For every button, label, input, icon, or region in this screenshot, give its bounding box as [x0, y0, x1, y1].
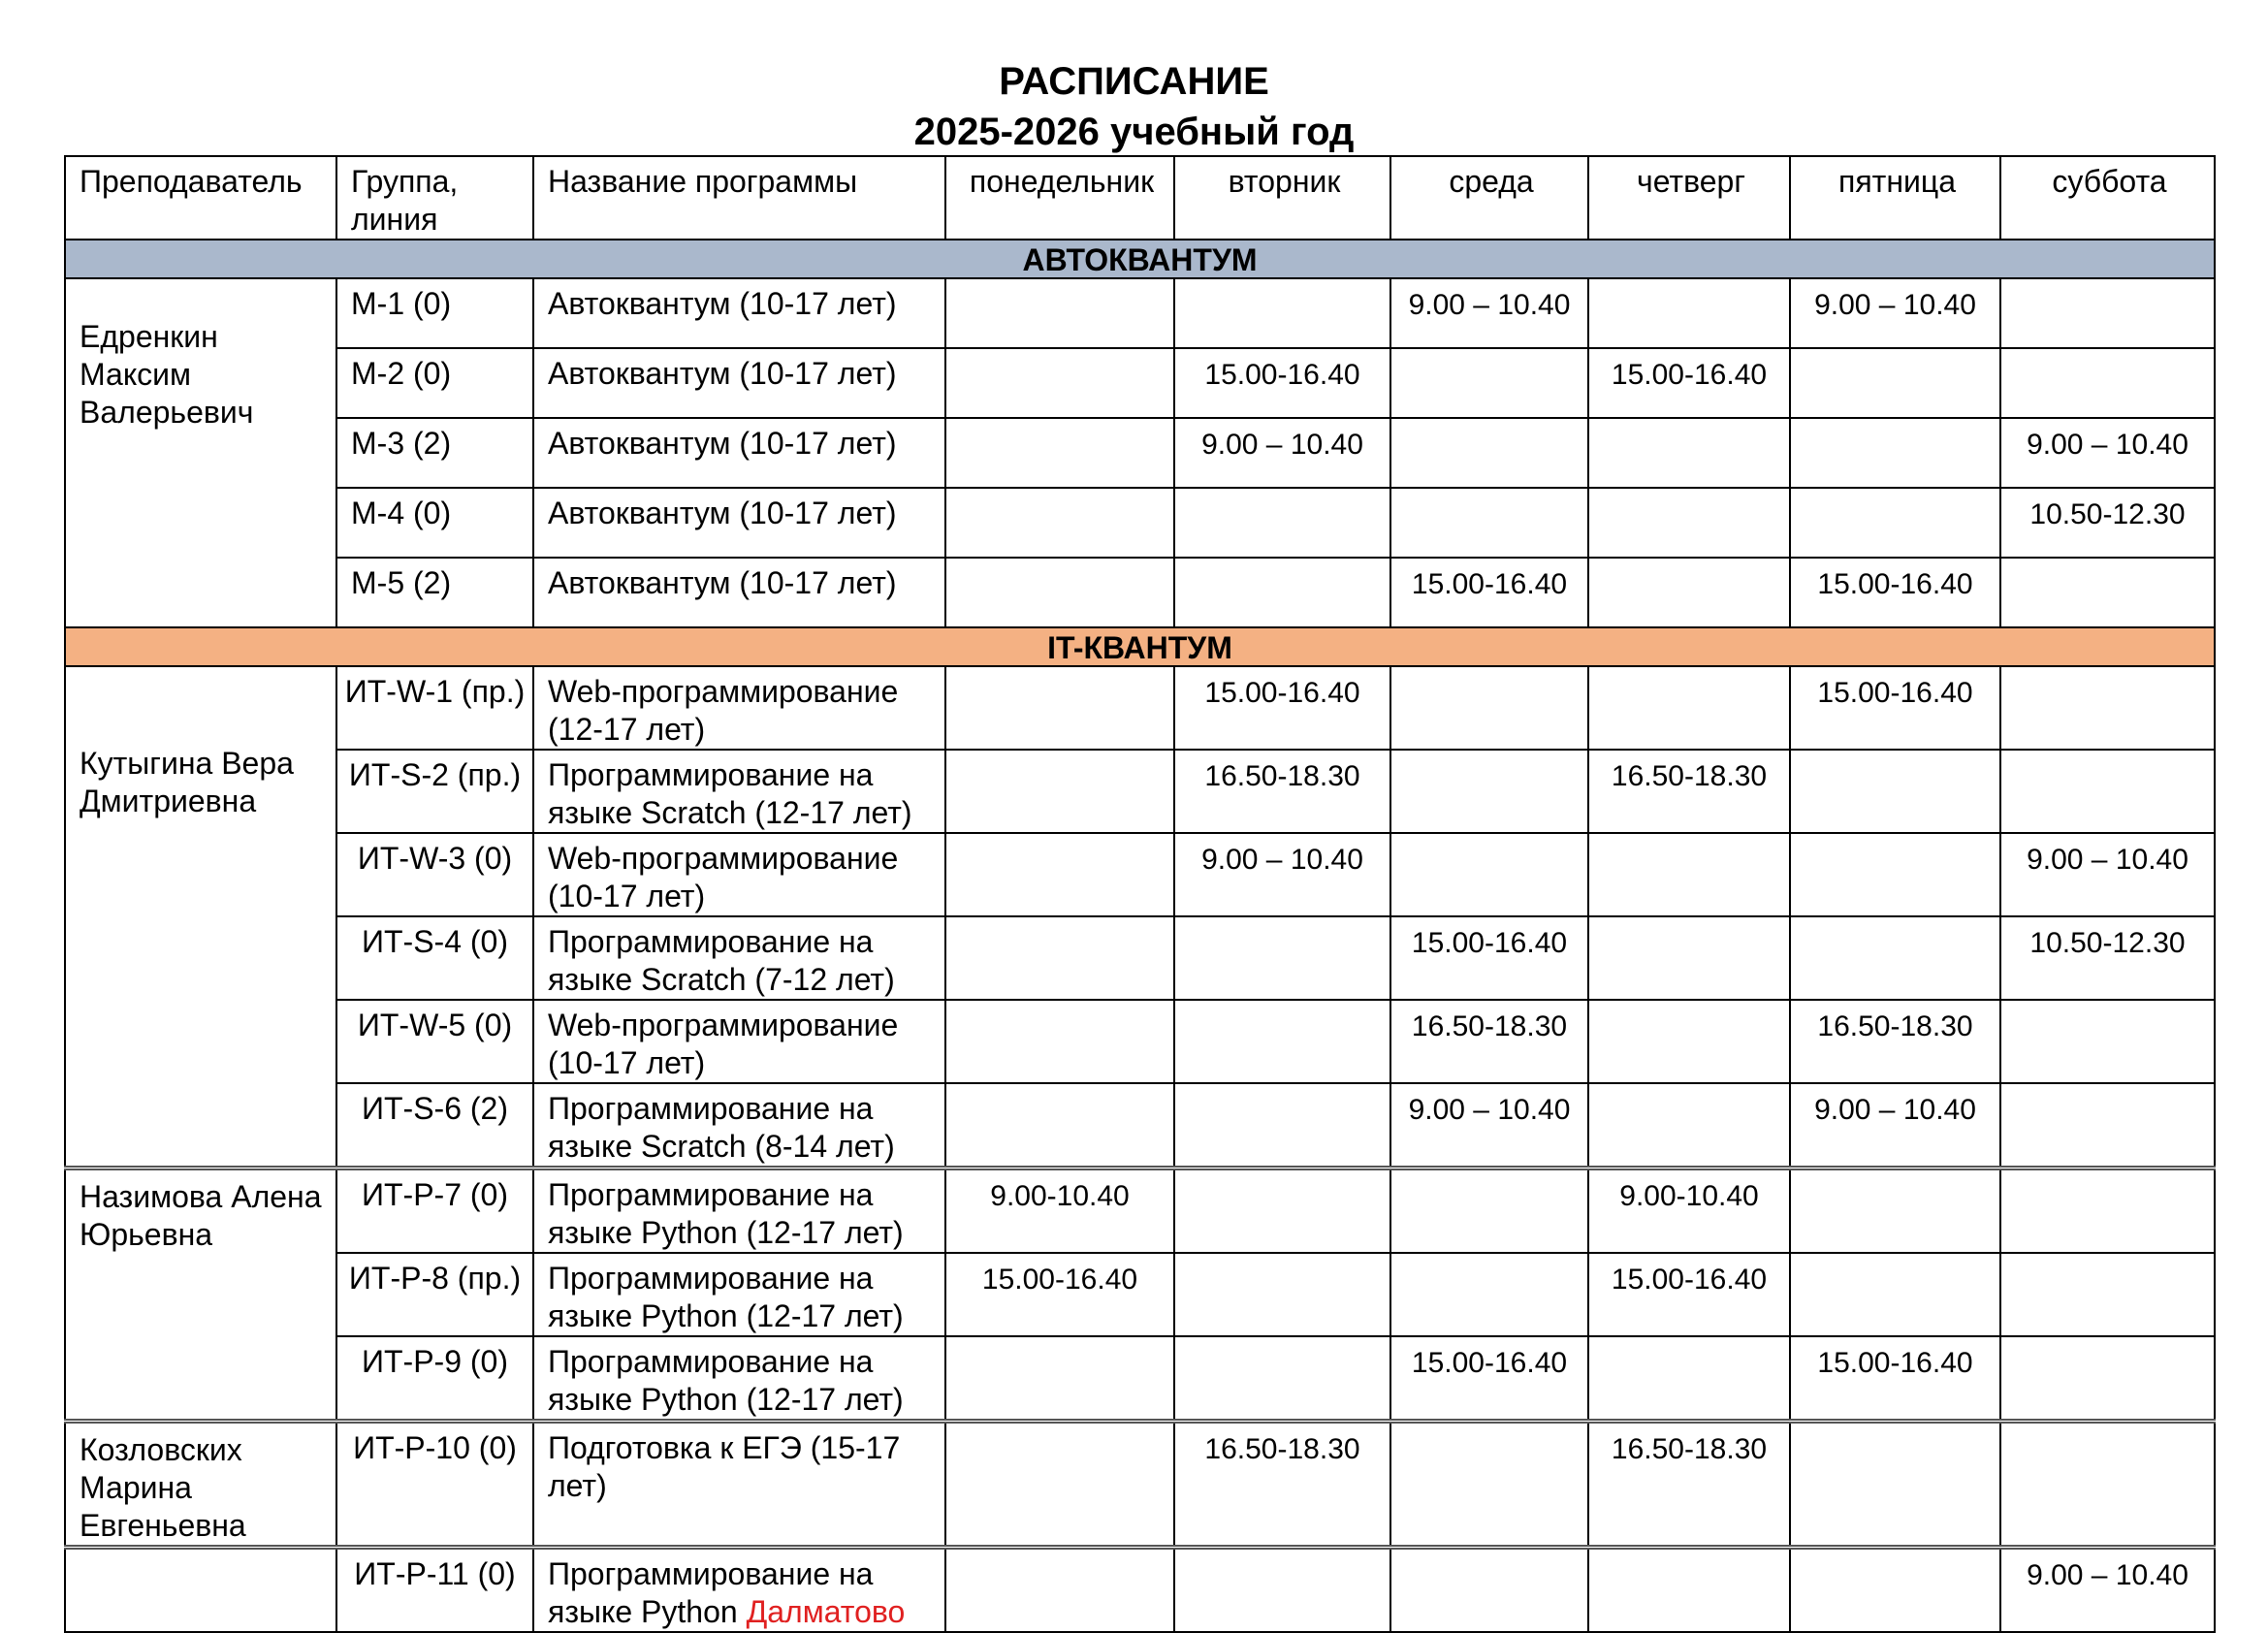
program-cell: Web-программирование (10-17 лет)	[533, 833, 945, 916]
saturday-cell	[2000, 1083, 2215, 1169]
monday-cell	[945, 418, 1174, 488]
friday-cell	[1790, 750, 2000, 833]
table-row	[65, 1169, 2215, 1254]
thursday-cell	[1588, 278, 1790, 348]
group-cell: ИТ-Р-10 (0)	[336, 1422, 533, 1548]
wednesday-cell	[1390, 1253, 1588, 1336]
wednesday-cell	[1390, 488, 1588, 558]
program-cell: Программирование на языке Python (12-17 лет)	[533, 1253, 945, 1336]
thursday-cell: 16.50-18.30	[1588, 750, 1790, 833]
friday-cell	[1790, 1548, 2000, 1633]
thursday-cell	[1588, 916, 1790, 1000]
group-cell: М-1 (0)	[336, 278, 533, 348]
group-cell: ИТ-S-6 (2)	[336, 1083, 533, 1169]
group-cell: М-2 (0)	[336, 348, 533, 418]
tuesday-cell	[1174, 1000, 1390, 1083]
header-monday: понедельник	[945, 156, 1174, 240]
monday-cell	[945, 1000, 1174, 1083]
table-row	[65, 666, 2215, 750]
table-row	[65, 1083, 2215, 1169]
monday-cell	[945, 348, 1174, 418]
friday-cell: 9.00 – 10.40	[1790, 1083, 2000, 1169]
program-cell: Программирование на языке Python (12-17 лет)	[533, 1169, 945, 1254]
program-location: Далматово	[746, 1594, 906, 1629]
group-cell: М-5 (2)	[336, 558, 533, 627]
tuesday-cell	[1174, 1548, 1390, 1633]
header-saturday: суббота	[2000, 156, 2215, 240]
friday-cell	[1790, 833, 2000, 916]
thursday-cell: 15.00-16.40	[1588, 348, 1790, 418]
teacher-name: Козловских Марина Евгеньевна	[80, 1432, 246, 1543]
table-row	[65, 1422, 2215, 1548]
wednesday-cell	[1390, 1548, 1588, 1633]
thursday-cell	[1588, 418, 1790, 488]
saturday-cell: 9.00 – 10.40	[2000, 1548, 2215, 1633]
header-friday: пятница	[1790, 156, 2000, 240]
header-thursday: четверг	[1588, 156, 1790, 240]
saturday-cell	[2000, 750, 2215, 833]
group-cell: ИТ-Р-7 (0)	[336, 1169, 533, 1254]
program-cell	[533, 1548, 945, 1633]
table-row	[65, 1336, 2215, 1422]
group-cell: ИТ-Р-11 (0)	[336, 1548, 533, 1633]
wednesday-cell	[1390, 666, 1588, 750]
thursday-cell: 15.00-16.40	[1588, 1253, 1790, 1336]
friday-cell: 15.00-16.40	[1790, 666, 2000, 750]
wednesday-cell: 15.00-16.40	[1390, 558, 1588, 627]
monday-cell	[945, 1548, 1174, 1633]
friday-cell: 15.00-16.40	[1790, 1336, 2000, 1422]
program-cell: Web-программирование (12-17 лет)	[533, 666, 945, 750]
monday-cell	[945, 278, 1174, 348]
tuesday-cell: 16.50-18.30	[1174, 750, 1390, 833]
tuesday-cell	[1174, 488, 1390, 558]
tuesday-cell: 9.00 – 10.40	[1174, 833, 1390, 916]
monday-cell: 9.00-10.40	[945, 1169, 1174, 1254]
program-cell: Автоквантум (10-17 лет)	[533, 488, 945, 558]
tuesday-cell	[1174, 1253, 1390, 1336]
friday-cell: 15.00-16.40	[1790, 558, 2000, 627]
tuesday-cell: 16.50-18.30	[1174, 1422, 1390, 1548]
monday-cell	[945, 916, 1174, 1000]
table-row	[65, 558, 2215, 627]
friday-cell	[1790, 418, 2000, 488]
teacher-cell	[65, 1548, 336, 1633]
friday-cell	[1790, 1169, 2000, 1254]
wednesday-cell	[1390, 348, 1588, 418]
header-group: Группа, линия	[336, 156, 533, 240]
saturday-cell: 9.00 – 10.40	[2000, 833, 2215, 916]
friday-cell	[1790, 488, 2000, 558]
thursday-cell	[1588, 833, 1790, 916]
table-row	[65, 1000, 2215, 1083]
program-cell: Программирование на языке Scratch (12-17 лет)	[533, 750, 945, 833]
thursday-cell	[1588, 666, 1790, 750]
thursday-cell	[1588, 1336, 1790, 1422]
group-cell: М-4 (0)	[336, 488, 533, 558]
page-title: РАСПИСАНИЕ	[999, 60, 1269, 103]
program-cell: Программирование на языке Python (12-17 лет)	[533, 1336, 945, 1422]
thursday-cell	[1588, 488, 1790, 558]
saturday-cell	[2000, 1336, 2215, 1422]
header-tuesday: вторник	[1174, 156, 1390, 240]
tuesday-cell: 15.00-16.40	[1174, 348, 1390, 418]
saturday-cell	[2000, 348, 2215, 418]
wednesday-cell	[1390, 1169, 1588, 1254]
wednesday-cell: 16.50-18.30	[1390, 1000, 1588, 1083]
saturday-cell: 9.00 – 10.40	[2000, 418, 2215, 488]
table-row	[65, 348, 2215, 418]
saturday-cell: 10.50-12.30	[2000, 916, 2215, 1000]
teacher-cell	[65, 278, 336, 627]
saturday-cell	[2000, 558, 2215, 627]
group-cell: ИТ-W-5 (0)	[336, 1000, 533, 1083]
saturday-cell: 10.50-12.30	[2000, 488, 2215, 558]
tuesday-cell: 15.00-16.40	[1174, 666, 1390, 750]
monday-cell	[945, 750, 1174, 833]
section-row-it-kvantum	[65, 627, 2215, 666]
thursday-cell	[1588, 1083, 1790, 1169]
monday-cell: 15.00-16.40	[945, 1253, 1174, 1336]
table-row	[65, 488, 2215, 558]
wednesday-cell	[1390, 750, 1588, 833]
monday-cell	[945, 488, 1174, 558]
wednesday-cell	[1390, 1422, 1588, 1548]
wednesday-cell	[1390, 833, 1588, 916]
saturday-cell	[2000, 1169, 2215, 1254]
page-subtitle: 2025-2026 учебный год	[913, 111, 1355, 153]
saturday-cell	[2000, 666, 2215, 750]
teacher-cell	[65, 1422, 336, 1548]
program-cell: Программирование на языке Scratch (8-14 лет)	[533, 1083, 945, 1169]
header-wednesday: среда	[1390, 156, 1588, 240]
saturday-cell	[2000, 1422, 2215, 1548]
program-name: Программирование на языке Python	[548, 1556, 874, 1629]
tuesday-cell	[1174, 1169, 1390, 1254]
tuesday-cell: 9.00 – 10.40	[1174, 418, 1390, 488]
teacher-name: Назимова Алена Юрьевна	[80, 1179, 322, 1252]
group-cell: М-3 (2)	[336, 418, 533, 488]
wednesday-cell: 15.00-16.40	[1390, 916, 1588, 1000]
monday-cell	[945, 1083, 1174, 1169]
table-row	[65, 1548, 2215, 1633]
saturday-cell	[2000, 278, 2215, 348]
section-title-autokvantum: АВТОКВАНТУМ	[65, 240, 2215, 278]
header-row	[65, 156, 2215, 240]
section-title-it-kvantum: IT-КВАНТУМ	[65, 627, 2215, 666]
section-row-autokvantum	[65, 240, 2215, 278]
table-row	[65, 750, 2215, 833]
wednesday-cell: 15.00-16.40	[1390, 1336, 1588, 1422]
tuesday-cell	[1174, 916, 1390, 1000]
thursday-cell	[1588, 558, 1790, 627]
friday-cell	[1790, 1253, 2000, 1336]
group-cell: ИТ-Р-9 (0)	[336, 1336, 533, 1422]
header-teacher: Преподаватель	[65, 156, 336, 240]
tuesday-cell	[1174, 278, 1390, 348]
program-cell: Автоквантум (10-17 лет)	[533, 348, 945, 418]
friday-cell	[1790, 916, 2000, 1000]
program-cell: Автоквантум (10-17 лет)	[533, 278, 945, 348]
friday-cell	[1790, 348, 2000, 418]
thursday-cell: 9.00-10.40	[1588, 1169, 1790, 1254]
thursday-cell: 16.50-18.30	[1588, 1422, 1790, 1548]
group-cell: ИТ-Р-8 (пр.)	[336, 1253, 533, 1336]
monday-cell	[945, 666, 1174, 750]
monday-cell	[945, 833, 1174, 916]
monday-cell	[945, 558, 1174, 627]
group-cell: ИТ-S-2 (пр.)	[336, 750, 533, 833]
friday-cell: 16.50-18.30	[1790, 1000, 2000, 1083]
program-cell: Программирование на языке Scratch (7-12 лет)	[533, 916, 945, 1000]
group-cell: ИТ-S-4 (0)	[336, 916, 533, 1000]
monday-cell	[945, 1336, 1174, 1422]
saturday-cell	[2000, 1253, 2215, 1336]
thursday-cell	[1588, 1548, 1790, 1633]
tuesday-cell	[1174, 1336, 1390, 1422]
group-cell: ИТ-W-1 (пр.)	[336, 666, 533, 750]
monday-cell	[945, 1422, 1174, 1548]
wednesday-cell: 9.00 – 10.40	[1390, 1083, 1588, 1169]
teacher-cell	[65, 666, 336, 1169]
program-cell: Автоквантум (10-17 лет)	[533, 418, 945, 488]
thursday-cell	[1588, 1000, 1790, 1083]
wednesday-cell: 9.00 – 10.40	[1390, 278, 1588, 348]
table-row	[65, 1253, 2215, 1336]
program-cell: Web-программирование (10-17 лет)	[533, 1000, 945, 1083]
table-row	[65, 418, 2215, 488]
friday-cell	[1790, 1422, 2000, 1548]
tuesday-cell	[1174, 558, 1390, 627]
friday-cell: 9.00 – 10.40	[1790, 278, 2000, 348]
table-row	[65, 833, 2215, 916]
header-program: Название программы	[533, 156, 945, 240]
group-cell: ИТ-W-3 (0)	[336, 833, 533, 916]
saturday-cell	[2000, 1000, 2215, 1083]
program-cell: Автоквантум (10-17 лет)	[533, 558, 945, 627]
schedule-table	[64, 155, 2216, 1633]
teacher-name: Кутыгина Вера Дмитриевна	[80, 746, 294, 818]
program-cell: Подготовка к ЕГЭ (15-17 лет)	[533, 1422, 945, 1548]
tuesday-cell	[1174, 1083, 1390, 1169]
table-row	[65, 916, 2215, 1000]
table-row	[65, 278, 2215, 348]
teacher-name: Едренкин Максим Валерьевич	[80, 319, 254, 430]
teacher-cell	[65, 1169, 336, 1422]
wednesday-cell	[1390, 418, 1588, 488]
